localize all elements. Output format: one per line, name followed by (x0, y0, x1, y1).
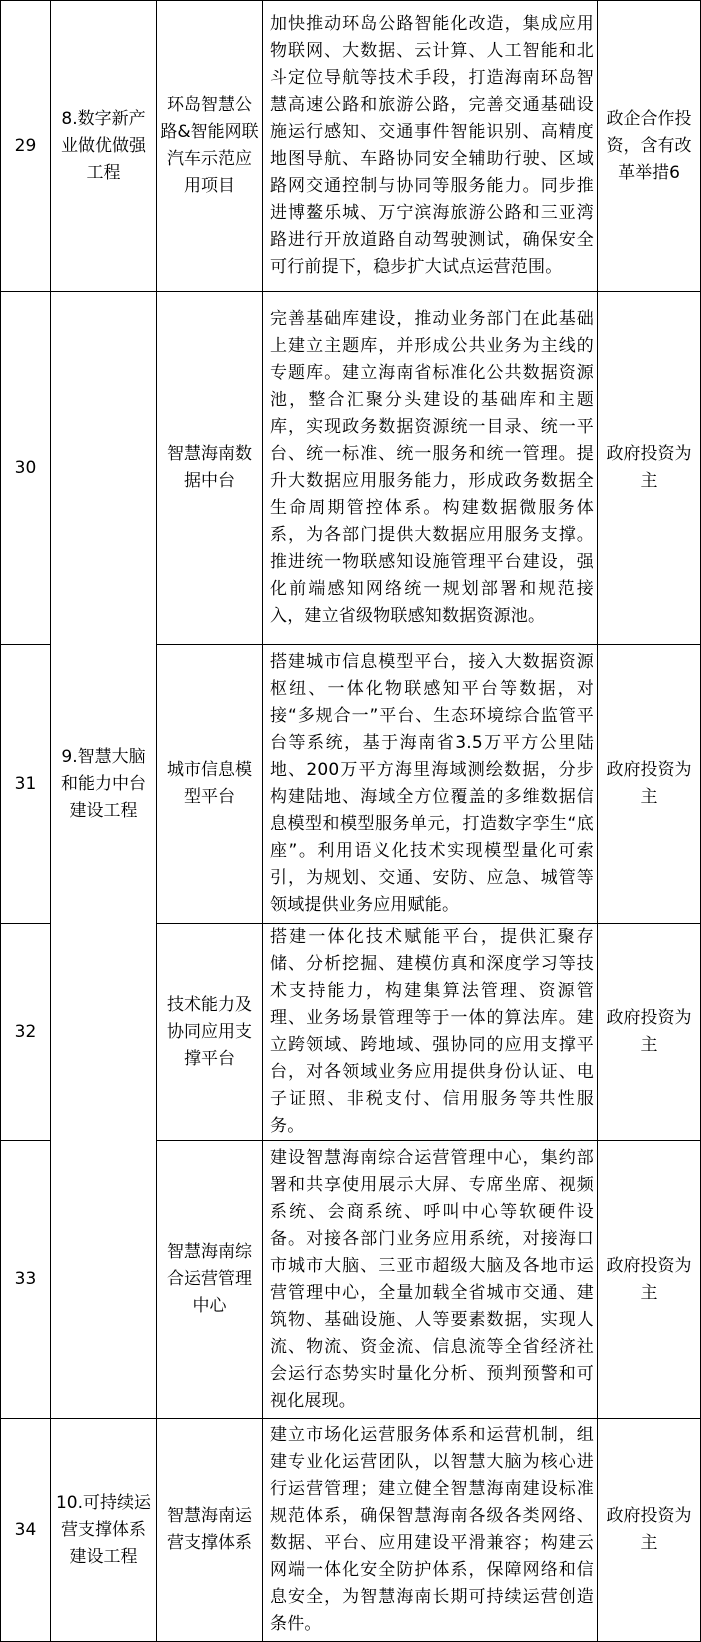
funding-cell: 政企合作投资，含有改革举措6 (598, 1, 701, 292)
row-number: 29 (1, 1, 51, 292)
project-content-cell: 加快推动环岛公路智能化改造，集成应用物联网、大数据、云计算、人工智能和北斗定位导航等技术手段，打造海南环岛智慧高速公路和旅游公路，完善交通基础设施运行感知、交通事件智能识别、高精度地图导航、车路协同安全辅助行驶、区域路网交通控制与协同等服务能力。同步推进博鳌乐城、万宁滨海旅游公路和三亚湾路进行开放道路自动驾驶测试，确保安全可行前提下，稳步扩大试点运营范围。 (263, 1, 598, 292)
category-cell: 8.数字新产业做优做强工程 (51, 1, 157, 292)
project-content-cell: 建设智慧海南综合运营管理中心，集约部署和共享使用展示大屏、专席坐席、视频系统、会商系统、呼叫中心等软硬件设备。对接各部门业务应用系统，对接海口市城市大脑、三亚市超级大脑及各地市运营管理中心，全量加载全省城市交通、建筑物、基础设施、人等要素数据，实现人流、物流、资金流、信息流等全省经济社会运行态势实时量化分析、预判预警和可视化展现。 (263, 1141, 598, 1419)
category-cell (51, 924, 157, 1141)
funding-cell: 政府投资为主 (598, 292, 701, 645)
table-row (1, 645, 701, 924)
row-number: 31 (1, 645, 51, 924)
category-cell: 10.可持续运营支撑体系建设工程 (51, 1419, 157, 1642)
project-name-cell: 智慧海南运营支撑体系 (157, 1419, 263, 1642)
project-name-cell: 环岛智慧公路&智能网联汽车示范应用项目 (157, 1, 263, 292)
project-content-cell: 完善基础库建设，推动业务部门在此基础上建立主题库，并形成公共业务为主线的专题库。建立海南省标准化公共数据资源池，整合汇聚分头建设的基础库和主题库，实现政务数据资源统一目录、统一平台、统一标准、统一服务和统一管理。提升大数据应用服务能力，形成政务数据全生命周期管控体系。构建数据微服务体系，为各部门提供大数据应用服务支撑。推进统一物联感知设施管理平台建设，强化前端感知网络统一规划部署和规范接入，建立省级物联感知数据资源池。 (263, 292, 598, 645)
table-row (1, 1419, 701, 1642)
project-content-cell: 建立市场化运营服务体系和运营机制，组建专业化运营团队，以智慧大脑为核心进行运营管理；建立健全智慧海南建设标准规范体系，确保智慧海南各级各类网络、数据、平台、应用建设平滑兼容；构建云网端一体化安全防护体系，保障网络和信息安全，为智慧海南长期可持续运营创造条件。 (263, 1419, 598, 1642)
row-number: 33 (1, 1141, 51, 1419)
row-number: 30 (1, 292, 51, 645)
table-row (1, 292, 701, 645)
table-row (1, 1141, 701, 1419)
project-name-cell: 城市信息模型平台 (157, 645, 263, 924)
funding-cell: 政府投资为主 (598, 1419, 701, 1642)
project-name-cell: 智慧海南数据中台 (157, 292, 263, 645)
table-row (1, 1, 701, 292)
category-cell (51, 292, 157, 645)
project-content-cell: 搭建城市信息模型平台，接入大数据资源枢纽、一体化物联感知平台等数据，对接“多规合一”平台、生态环境综合监管平台等系统，基于海南省3.5万平方公里陆地、200万平方海里海域测绘数据，分步构建陆地、海域全方位覆盖的多维数据信息模型和模型服务单元，打造数字孪生“底座”。利用语义化技术实现模型量化可索引，为规划、交通、安防、应急、城管等领域提供业务应用赋能。 (263, 645, 598, 924)
funding-cell: 政府投资为主 (598, 1141, 701, 1419)
project-name-cell: 智慧海南综合运营管理中心 (157, 1141, 263, 1419)
table-row (1, 924, 701, 1141)
funding-cell: 政府投资为主 (598, 645, 701, 924)
category-cell: 9.智慧大脑和能力中台建设工程 (51, 645, 157, 924)
row-number: 32 (1, 924, 51, 1141)
row-number: 34 (1, 1419, 51, 1642)
project-name-cell: 技术能力及协同应用支撑平台 (157, 924, 263, 1141)
funding-cell: 政府投资为主 (598, 924, 701, 1141)
category-cell (51, 1141, 157, 1419)
project-content-cell: 搭建一体化技术赋能平台，提供汇聚存储、分析挖掘、建模仿真和深度学习等技术支持能力，构建集算法管理、资源管理、业务场景管理等于一体的算法库。建立跨领域、跨地域、强协同的应用支撑平台，对各领域业务应用提供身份认证、电子证照、非税支付、信用服务等共性服务。 (263, 924, 598, 1141)
